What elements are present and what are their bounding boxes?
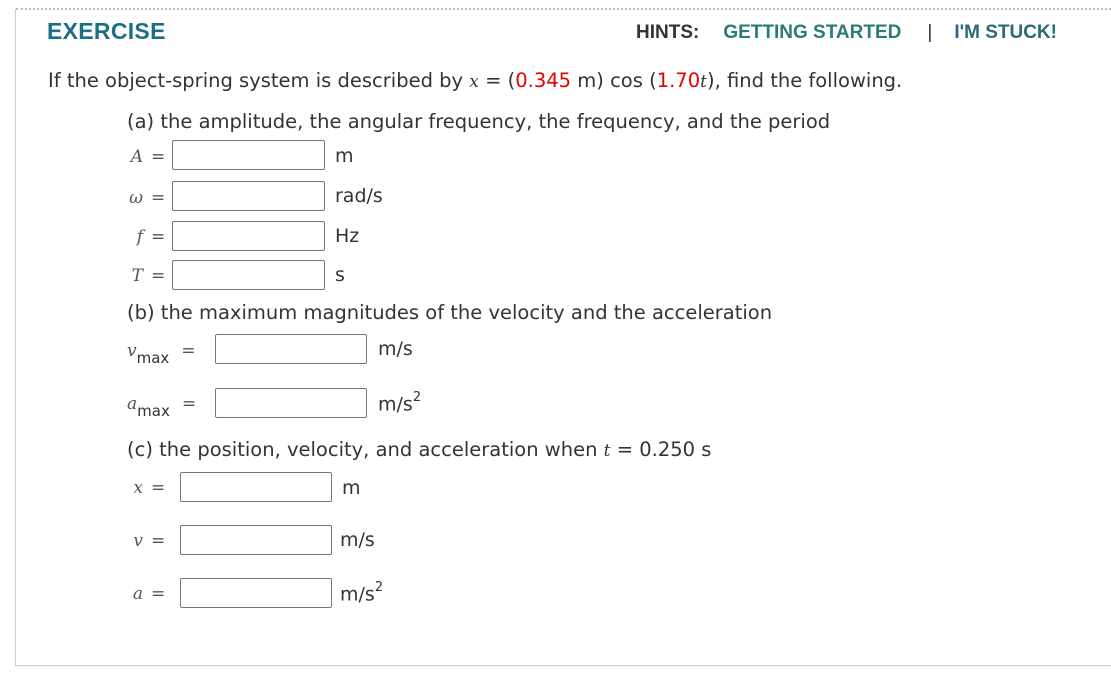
frequency-unit-label: Hz	[335, 225, 360, 247]
amax-equals: =	[181, 394, 197, 414]
part-b-title: (b) the maximum magnitudes of the velocity and the acceleration	[127, 301, 773, 324]
problem-var-x: x	[469, 72, 479, 92]
acceleration-label: a	[132, 584, 143, 604]
velocity-input[interactable]	[180, 525, 332, 555]
frequency-label: f	[136, 227, 143, 247]
omega-unit-label: rad/s	[335, 185, 383, 207]
acceleration-input[interactable]	[180, 578, 332, 608]
amplitude-row	[127, 140, 165, 174]
period-equals: =	[151, 266, 166, 286]
amplitude-value: 0.345	[515, 69, 572, 92]
im-stuck-link[interactable]: I'M STUCK!	[954, 22, 1057, 43]
amplitude-unit-label: m	[335, 145, 354, 167]
amax-subscript: max	[137, 402, 170, 420]
acceleration-unit-exponent: 2	[374, 580, 384, 595]
amplitude-equals: =	[151, 147, 166, 167]
acceleration-equals: =	[151, 584, 166, 604]
amax-label: a	[127, 394, 138, 414]
part-c-title-suffix: = 0.250 s	[616, 438, 712, 461]
problem-prefix: If the object-spring system is described by	[48, 69, 464, 92]
omega-equals: =	[151, 188, 166, 208]
velocity-label: v	[133, 531, 143, 551]
position-input[interactable]	[180, 472, 332, 502]
position-row	[127, 471, 165, 505]
omega-row	[127, 181, 165, 215]
vmax-equals: =	[181, 341, 196, 361]
amplitude-input[interactable]	[172, 140, 325, 170]
amax-row	[127, 387, 196, 421]
position-label: x	[133, 478, 143, 498]
amax-input[interactable]	[215, 388, 367, 418]
acceleration-row	[127, 577, 165, 611]
exercise-title: EXERCISE	[47, 18, 166, 44]
period-input[interactable]	[172, 260, 325, 290]
part-a-title: (a) the amplitude, the angular frequency, the frequency, and the period	[127, 110, 831, 133]
vmax-subscript: max	[136, 349, 170, 367]
problem-statement	[48, 69, 902, 92]
hints-label: HINTS:	[636, 22, 700, 43]
omega-label: ω	[129, 188, 143, 208]
velocity-row	[127, 524, 165, 558]
period-label: T	[131, 266, 143, 286]
amax-unit-text: m/s	[378, 393, 413, 416]
frequency-equals: =	[151, 227, 166, 247]
amplitude-unit: m) cos (	[577, 69, 657, 92]
amax-unit-exponent: 2	[412, 390, 422, 405]
amax-unit-label	[378, 392, 421, 415]
position-equals: =	[151, 478, 166, 498]
hints-bar	[636, 20, 1057, 46]
acceleration-unit-label	[340, 582, 383, 605]
problem-suffix: ), find the following.	[706, 69, 903, 92]
omega-input[interactable]	[172, 181, 325, 211]
vmax-input[interactable]	[215, 334, 367, 364]
amplitude-label: A	[130, 147, 143, 167]
hints-separator: |	[927, 22, 933, 43]
frequency-input[interactable]	[172, 221, 325, 251]
vmax-unit-label	[378, 338, 413, 360]
getting-started-link[interactable]: GETTING STARTED	[723, 22, 902, 43]
problem-paren-open: (	[507, 69, 516, 92]
vmax-unit-text: m/s	[378, 338, 413, 360]
problem-var-t: t	[700, 72, 707, 92]
part-c-title-prefix: (c) the position, velocity, and acceleration when	[127, 438, 598, 461]
velocity-equals: =	[151, 531, 166, 551]
part-c-title	[127, 438, 711, 461]
velocity-unit-label: m/s	[340, 529, 375, 551]
acceleration-unit-text: m/s	[340, 583, 375, 606]
period-row	[127, 259, 165, 293]
frequency-row	[127, 220, 165, 254]
part-c-title-var: t	[603, 441, 611, 461]
vmax-label: v	[127, 341, 137, 361]
problem-equals: =	[485, 69, 502, 92]
omega-value: 1.70	[656, 69, 701, 92]
position-unit-label: m	[342, 477, 361, 499]
vmax-row	[127, 334, 196, 368]
period-unit-label: s	[335, 264, 345, 286]
